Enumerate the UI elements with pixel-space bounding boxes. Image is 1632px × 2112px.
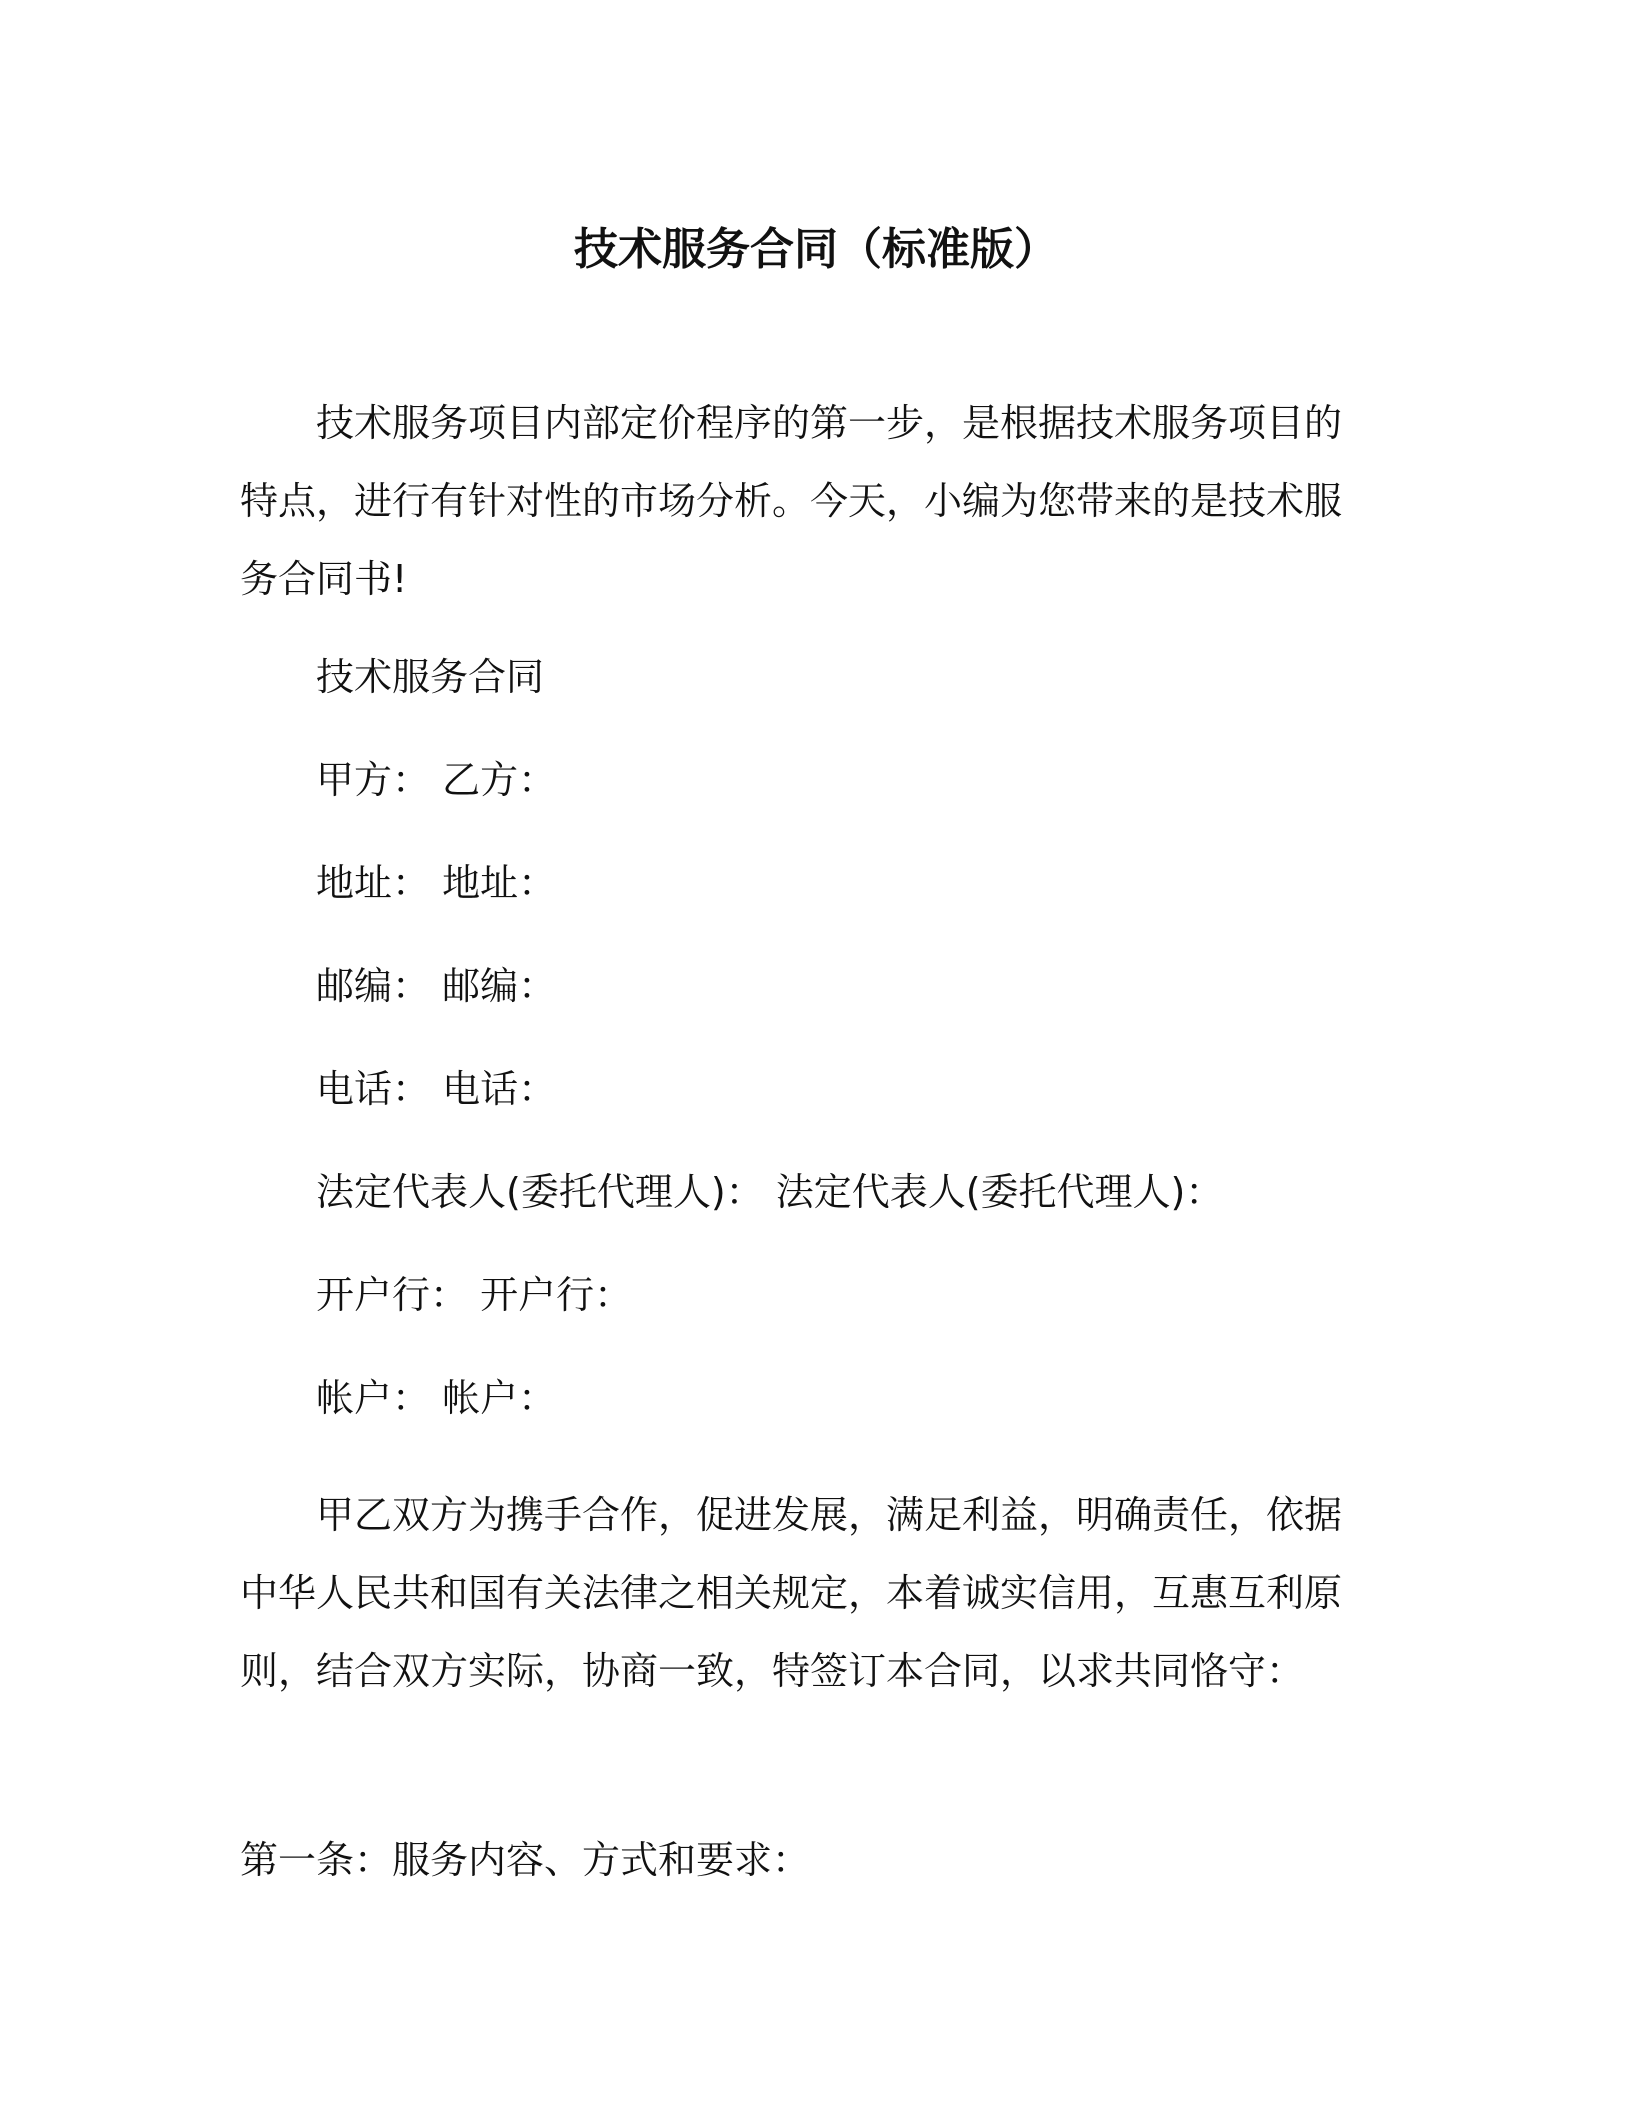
party-line-postcode: 邮编： 邮编： (316, 964, 557, 1008)
article-one-heading: 第一条：服务内容、方式和要求： (240, 1838, 811, 1882)
preamble-paragraph: 甲乙双方为携手合作，促进发展，满足利益，明确责任，依据中华人民共和国有关法律之相关规定，本着诚实信用，互惠互利原则，结合双方实际，协商一致，特签订本合同，以求共同恪守： (240, 1493, 1343, 1693)
party-line-account: 帐户： 帐户： (316, 1376, 557, 1420)
party-line-name: 甲方： 乙方： (316, 758, 557, 802)
party-line-phone: 电话： 电话： (316, 1067, 557, 1111)
intro-paragraph: 技术服务项目内部定价程序的第一步，是根据技术服务项目的特点，进行有针对性的市场分析。今天，小编为您带来的是技术服务合同书! (240, 401, 1343, 601)
party-line-address: 地址： 地址： (316, 861, 557, 905)
document-title: 技术服务合同（标准版） (574, 224, 1058, 275)
party-line-bank: 开户行： 开户行： (316, 1273, 633, 1317)
party-line-legal-representative: 法定代表人(委托代理人)： 法定代表人(委托代理人)： (316, 1170, 1224, 1214)
contract-heading: 技术服务合同 (316, 655, 545, 699)
